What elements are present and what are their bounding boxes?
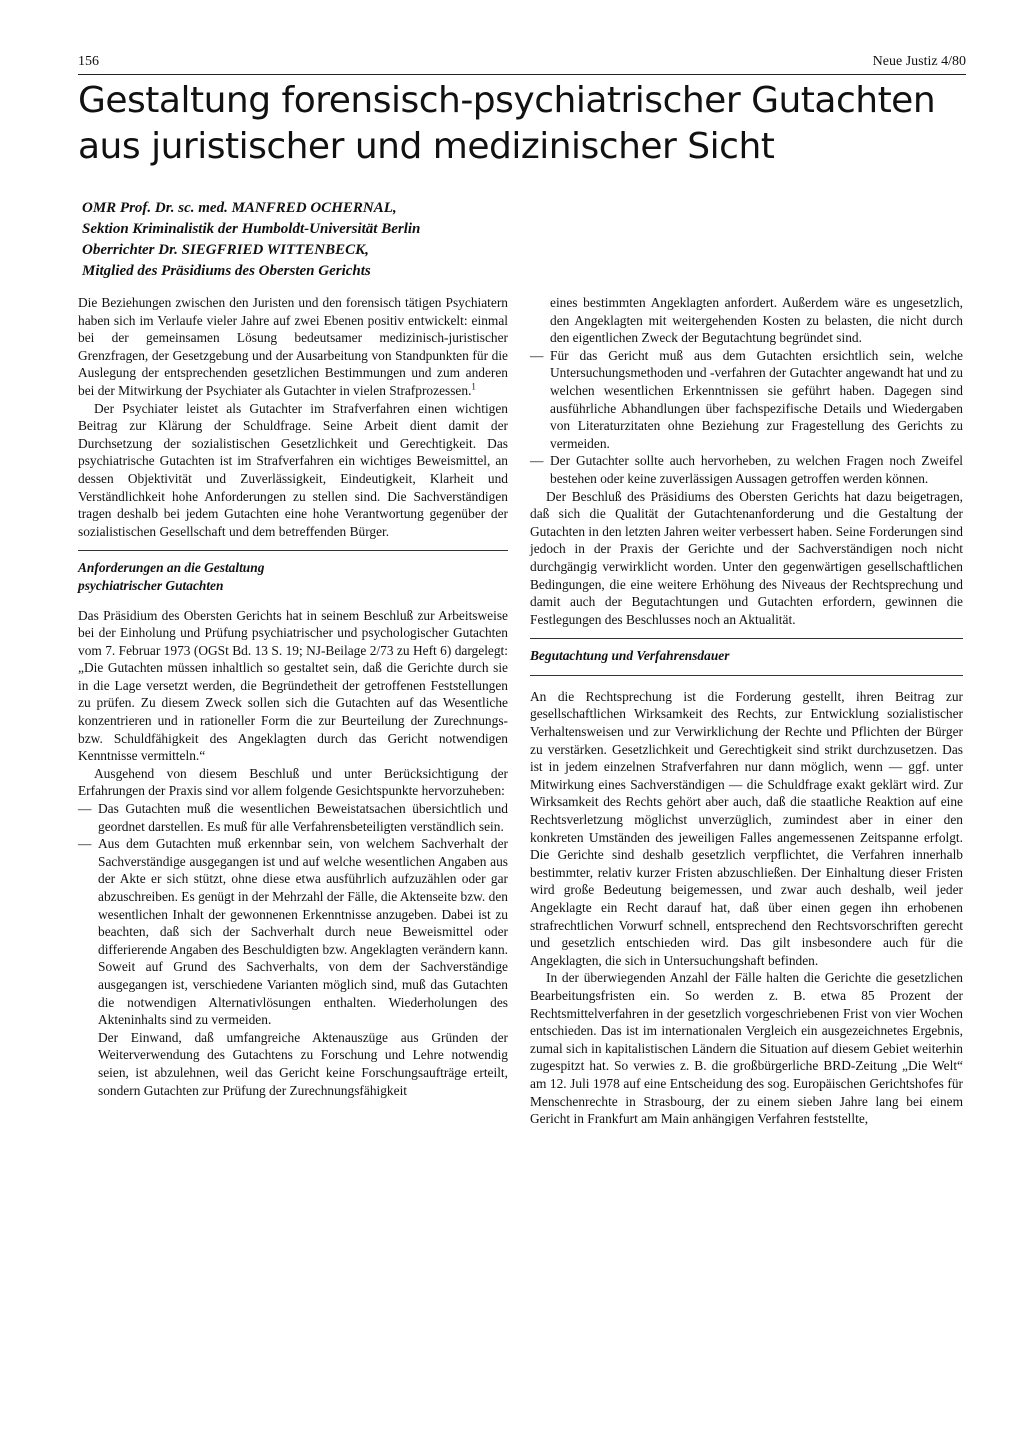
author-line: Mitglied des Präsidiums des Obersten Gerichts	[82, 263, 371, 279]
article-title-line-1: Gestaltung forensisch-psychiatrischer Gutachten	[78, 80, 936, 121]
body-paragraph: Der Beschluß des Präsidiums des Obersten Gerichts hat dazu beigetragen, daß sich die Qualität der Gutachtenanforderung und die Gestaltung der Gutachten in den letzten Jahren weiter verbessert haben. Seine Forderungen sind jedoch in der Praxis der Gerichte und der Sachverständigen noch nicht durchgängig verwirklicht worden. Unter den gegenwärtigen gesellschaftlichen Bedingungen, die eine weitere Erhöhung des Niveaus der Rechtsprechung und damit auch der Begutachtungen und Gutachten erfordern, gewinnen die Festlegungen des Beschlusses noch an Aktualität.	[530, 488, 963, 627]
right-column	[530, 294, 963, 1128]
left-column	[78, 294, 508, 1099]
author-line: Oberrichter Dr. SIEGFRIED WITTENBECK,	[82, 242, 369, 258]
list-item: — Der Gutachter sollte auch hervorheben, zu welchen Fragen noch Zweifel bestehen oder keine zuverlässigen Aussagen getroffen werden können.	[530, 452, 963, 487]
journal-issue: Neue Justiz 4/80	[872, 54, 966, 69]
author-line: Sektion Kriminalistik der Humboldt-Universität Berlin	[82, 221, 421, 237]
list-item-continuation: Der Einwand, daß umfangreiche Aktenauszüge aus Gründen der Weiterverwendung des Gutachtens zu Forschung und Lehre notwendig seien, ist abzulehnen, weil das Gericht keine Forschungsaufträge erteilt, sondern Gutachten zur Prüfung der Zurechnungsfähigkeit	[98, 1029, 508, 1098]
section-heading-line: Begutachtung und Verfahrensdauer	[530, 648, 730, 664]
list-item: — Für das Gericht muß aus dem Gutachten ersichtlich sein, welche Untersuchungsmethoden und -verfahren der Gutachter angewandt hat und zu welchen wesentlichen Erkenntnissen sie geführt haben. Dagegen sind ausführliche Abhandlungen über fachspezifische Details und Wiedergaben von Literaturzitaten ohne Beziehung zur Fragestellung des Gerichts zu vermeiden.	[530, 347, 963, 453]
section-heading-line: psychiatrischer Gutachten	[78, 577, 224, 593]
body-paragraph: Der Psychiater leistet als Gutachter im Strafverfahren einen wichtigen Beitrag zur Klärung der Schuldfrage. Seine Arbeit dient damit der Durchsetzung der sozialistischen Gesetzlichkeit und Gerechtigkeit. Das psychiatrische Gutachten ist im Strafverfahren ein wichtiges Beweismittel, an dessen Objektivität und Zuverlässigkeit, Eindeutigkeit, Klarheit und Verständlichkeit hohe Anforderungen zu stellen sind. Die Sachverständigen tragen deshalb bei jedem Gutachten eine hohe Verantwortung gegenüber der sozialistischen Gesellschaft und dem betreffenden Bürger.	[78, 400, 508, 539]
body-paragraph: Ausgehend von diesem Beschluß und unter Berücksichtigung der Erfahrungen der Praxis sind vor allem folgende Gesichtspunkte hervorzuheben:	[78, 765, 508, 799]
body-paragraph: In der überwiegenden Anzahl der Fälle halten die Gerichte die gesetzlichen Bearbeitungsfristen ein. So werden z. B. etwa 85 Prozent der Rechtsmittelverfahren in der gesetzlich vorgeschriebenen Frist von vier Wochen entschieden. Das ist im internationalen Vergleich ein ausgezeichnetes Ergebnis, zumal sich in kapitalistischen Ländern die Situation auf diesem Gebiet weiterhin zugespitzt hat. So verwies z. B. die großbürgerliche BRD-Zeitung „Die Welt“ am 12. Juli 1978 auf eine Entscheidung des sog. Europäischen Gerichtshofes für Menschenrechte in Strasbourg, der zu einem sieben Jahre lang bei einem Gericht in Frankfurt am Main anhängigen Verfahren feststellte,	[530, 970, 963, 1127]
list-item-continuation: eines bestimmten Angeklagten anfordert. Außerdem wäre es ungesetzlich, den Angeklagten mit weitergehenden Kosten zu belasten, die nicht durch den eigentlichen Zweck der Begutachtung begründet sind.	[550, 295, 963, 346]
footnote-reference: 1	[471, 381, 476, 392]
list-item: — Aus dem Gutachten muß erkennbar sein, von welchem Sachverhalt der Sachverständige ausgegangen ist und auf welche wesentlichen Angaben aus der Akte er sich stützt, ohne diese etwa ausführlich aufzuzählen oder gar abzuschreiben. Es genügt in der Mehrzahl der Fälle, die Aktenseite bzw. den wesentlichen Inhalt der gewonnenen Erkenntnisse anzugeben. Dabei ist zu beachten, daß sich der Sachverhalt durch neue Beweismittel oder differierende Angaben des Beschuldigten bzw. Angeklagten verändern kann. Soweit auf Grund des Sachverhalts, von dem der Sachverständige ausgegangen ist, verschiedene Varianten möglich sind, muß das Gutachten die notwendigen Alternativlösungen enthalten. Wiederholungen des Akteninhalts sind zu vermeiden.	[78, 835, 508, 1029]
body-paragraph	[78, 294, 508, 400]
body-paragraph: Das Präsidium des Obersten Gerichts hat in seinem Beschluß zur Arbeitsweise bei der Einholung und Prüfung psychiatrischer und psychologischer Gutachten vom 7. Februar 1973 (OGSt Bd. 13 S. 19; NJ-Beilage 2/73 zu Heft 6) dargelegt: „Die Gutachten müssen inhaltlich so gestaltet sein, daß die Gerichte durch sie in die Lage versetzt werden, die Begründetheit der getroffenen Feststellungen zu prüfen. Zu diesem Zweck sollen sich die Gutachten auf das Wesentliche konzentrieren und in rationeller Form die zur Beurteilung der Zurechnungs- bzw. Schuldfähigkeit des Angeklagten durch das Gericht notwendigen Kenntnisse vermitteln.“	[78, 607, 508, 764]
page-number: 156	[78, 54, 99, 69]
article-title	[78, 78, 958, 170]
body-paragraph: An die Rechtsprechung ist die Forderung gestellt, ihren Beitrag zur gesellschaftlichen Wirksamkeit des Rechts, zur Entwicklung sozialistischer Verhaltensweisen und zur Verwirklichung der Rechte und Pflichten der Bürger zu verstärken. Gesetzlichkeit und Gerechtigkeit sind strikt durchzusetzen. Das ist in jedem einzelnen Strafverfahren nur dann möglich, wenn — ggf. unter Mitwirkung eines Sachverständigen — die Schuldfrage exakt geklärt wird. Zur Wirksamkeit des Rechts gehört aber auch, daß die staatliche Reaktion auf eine Rechtsverletzung möglichst unverzüglich, zumindest aber in einer den konkreten Umständen des jeweiligen Falles angemessenen Zeitspanne erfolgt. Die Gerichte sind deshalb gesetzlich verpflichtet, die Verfahren innerhalb bestimmter, relativ kurzer Fristen abzuschließen. Der Einhaltung dieser Fristen wird große Bedeutung beigemessen, und zwar auch deshalb, weil jeder Angeklagte ein Recht darauf hat, daß über einen gegen ihn erhobenen strafrechtlichen Vorwurf schnell, entsprechend den Rechtsvorschriften gerecht und gesetzlich entschieden wird. Das gilt insbesondere auch für die Angeklagten, die sich in Untersuchungshaft befinden.	[530, 688, 963, 968]
section-heading-duration	[530, 638, 963, 676]
section-heading-requirements	[78, 550, 508, 594]
page-header	[78, 52, 966, 75]
section-heading-line: Anforderungen an die Gestaltung	[78, 560, 265, 576]
author-block	[82, 198, 602, 282]
author-line: OMR Prof. Dr. sc. med. MANFRED OCHERNAL,	[82, 200, 397, 216]
article-title-line-2: aus juristischer und medizinischer Sicht	[78, 126, 775, 167]
list-item: — Das Gutachten muß die wesentlichen Beweistatsachen übersichtlich und geordnet darstellen. Es muß für alle Verfahrensbeteiligten verständlich sein.	[78, 800, 508, 835]
paragraph-text: Die Beziehungen zwischen den Juristen und den forensisch tätigen Psychiatern haben sich im Verlaufe vieler Jahre auf zwei Ebenen positiv entwickelt: einmal bei der gemeinsamen Lösung bedeutsamer medizinisch-juristischer Grenzfragen, der Gesetzgebung und der Ausarbeitung von Standpunkten für die Auslegung der entsprechenden gesetzlichen Bestimmungen und zum anderen bei der Mitwirkung der Psychiater als Gutachter in vielen Strafprozessen.	[78, 295, 508, 398]
